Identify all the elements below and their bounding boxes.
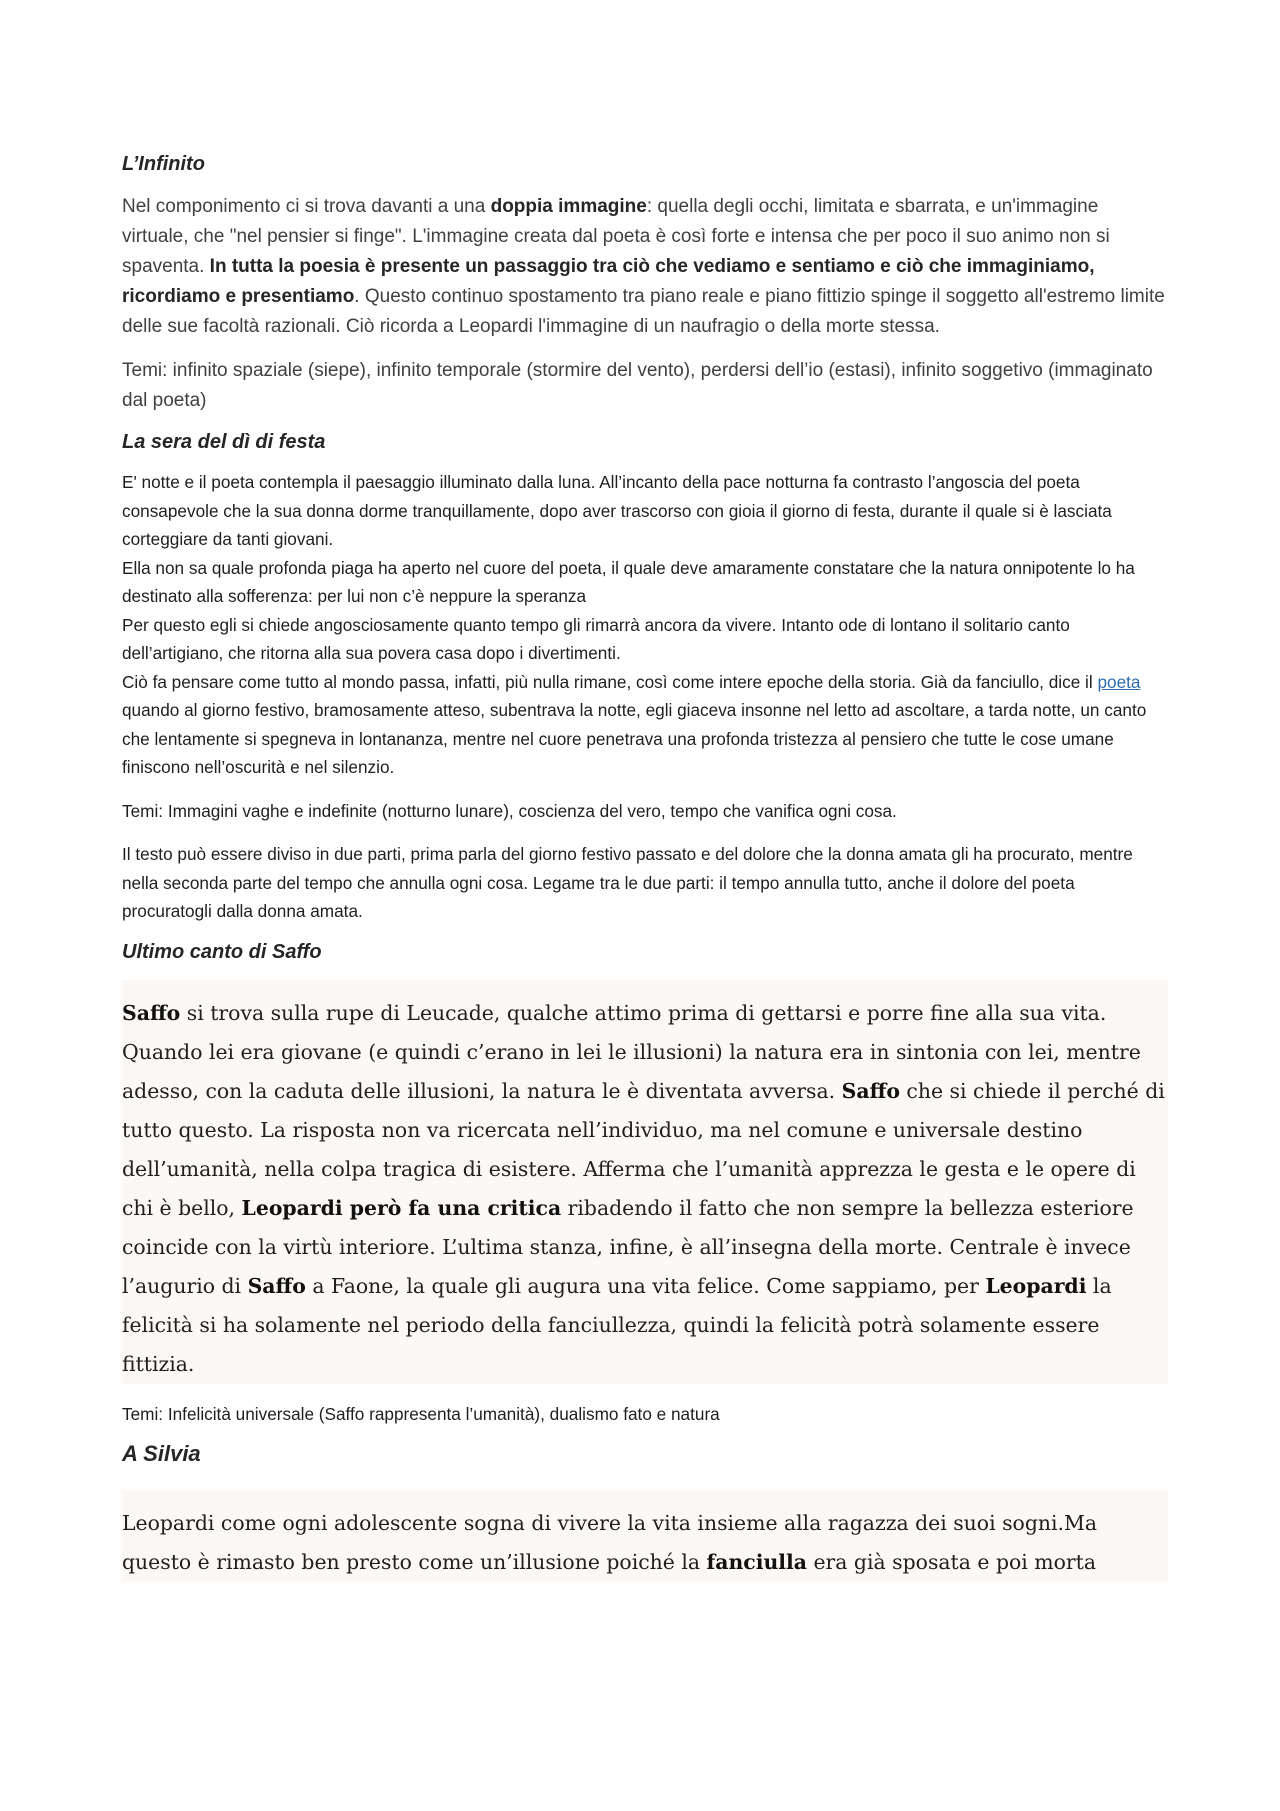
- bold-run: fanciulla: [706, 1550, 807, 1574]
- saffo-highlight-block: [122, 980, 1168, 1384]
- temi-saffo: Temi: Infelicità universale (Saffo rappresenta l’umanità), dualismo fato e natura: [122, 1403, 720, 1424]
- heading-sera: La sera del dì di festa: [122, 431, 326, 453]
- text-run: era già sposata e poi morta: [807, 1550, 1096, 1574]
- heading-saffo: Ultimo canto di Saffo: [122, 940, 322, 963]
- text-line: Per questo egli si chiede angosciosamente quanto tempo gli rimarrà ancora da vivere. Intanto ode di lontano il solitario canto dell’artigiano, che ritorna alla sua povera casa dopo i divertimenti.: [122, 614, 1070, 663]
- text-run: Nel componimento ci si trova davanti a una: [122, 196, 491, 217]
- text-run: quando al giorno festivo, bramosamente atteso, subentrava la notte, egli giaceva insonne nel letto ad ascoltare, a tarda notte, un canto che lentamente si spegneva in lontananza, mentre nel cuore penetrava una profonda tristezza al pensiero che tutte le cose umane finiscono nell’oscurità e nel silenzio.: [122, 700, 1147, 777]
- text-line: E' notte e il poeta contempla il paesaggio illuminato dalla luna. All’incanto della pace notturna fa contrasto l’angoscia del poeta consapevole che la sua donna dorme tranquillamente, dopo aver trascorso con gioia il giorno di festa, durante il quale si è lasciata corteggiare da tanti giovani.: [122, 472, 1112, 549]
- bold-run: Saffo: [122, 1000, 181, 1025]
- bold-run: Saffo: [841, 1078, 900, 1103]
- poeta-link[interactable]: poeta: [1097, 671, 1141, 692]
- bold-run: doppia immagine: [490, 196, 647, 217]
- paragraph-sera: [122, 468, 1168, 782]
- text-run: la felicità si ha solamente nel periodo della fanciullezza, quindi la felicità potrà solamente essere fittizia.: [122, 1273, 1112, 1376]
- heading-silvia: A Silvia: [122, 1441, 201, 1466]
- text-run: che si chiede il perché di tutto questo. La risposta non va ricercata nell’individuo, ma nel comune e universale destino dell’umanità, nella colpa tragica di esistere. Afferma che l’umanità apprezza le gesta e le opere di chi è bello,: [122, 1078, 1165, 1220]
- heading-infinito: L’Infinito: [122, 153, 205, 175]
- paragraph-testo: Il testo può essere diviso in due parti, prima parla del giorno festivo passato e del dolore che la donna amata gli ha procurato, mentre nella seconda parte del tempo che annulla ogni cosa. Legame tra le due parti: il tempo annulla tutto, anche il dolore del poeta procuratogli dalla donna amata.: [122, 844, 1133, 921]
- text-line: Ella non sa quale profonda piaga ha aperto nel cuore del poeta, il quale deve amaramente constatare che la natura onnipotente lo ha destinato alla sofferenza: per lui non c’è neppure la speranza: [122, 557, 1135, 606]
- paragraph-infinito: [122, 192, 1168, 342]
- text-run: . Questo continuo spostamento tra piano reale e piano fittizio spinge il soggetto all'estremo limite delle sue facoltà razionali. Ciò ricorda a Leopardi l'immagine di un naufragio o della morte stessa.: [122, 286, 1165, 337]
- text-run: a Faone, la quale gli augura una vita felice. Come sappiamo, per: [305, 1273, 986, 1298]
- document-page: [122, 150, 1168, 1582]
- text-run: ribadendo il fatto che non sempre la bellezza esteriore coincide con la virtù interiore. L’ultima stanza, infine, è all’insegna della morte. Centrale è invece l’augurio di: [122, 1195, 1134, 1298]
- temi-infinito: Temi: infinito spaziale (siepe), infinito temporale (stormire del vento), perdersi dell’io (estasi), infinito soggetivo (immaginato dal poeta): [122, 360, 1153, 411]
- text-run: Leopardi come ogni adolescente sogna di vivere la vita insieme alla ragazza dei suoi sogni.Ma questo è rimasto ben presto come un’illusione poiché la: [122, 1511, 1098, 1574]
- silvia-highlight-block: [122, 1490, 1168, 1582]
- text-run: : quella degli occhi, limitata e sbarrata, e un'immagine virtuale, che "nel pensier si finge". L'immagine creata dal poeta è così forte e intensa che per poco il suo animo non si spaventa.: [122, 196, 1110, 277]
- text-line: Ciò fa pensare come tutto al mondo passa, infatti, più nulla rimane, così come intere epoche della storia. Già da fanciullo, dice il: [122, 671, 1098, 692]
- bold-run: Leopardi però fa una critica: [241, 1195, 562, 1220]
- temi-sera: Temi: Immagini vaghe e indefinite (notturno lunare), coscienza del vero, tempo che vanifica ogni cosa.: [122, 800, 897, 821]
- bold-run: Saffo: [247, 1273, 306, 1298]
- bold-run: In tutta la poesia è presente un passaggio tra ciò che vediamo e sentiamo e ciò che immaginiamo, ricordiamo e presentiamo: [122, 256, 1095, 307]
- text-run: si trova sulla rupe di Leucade, qualche attimo prima di gettarsi e porre fine alla sua vita. Quando lei era giovane (e quindi c’erano in lei le illusioni) la natura era in sintonia con lei, mentre adesso, con la caduta delle illusioni, la natura le è diventata avversa.: [122, 1000, 1141, 1103]
- bold-run: Leopardi: [985, 1273, 1087, 1298]
